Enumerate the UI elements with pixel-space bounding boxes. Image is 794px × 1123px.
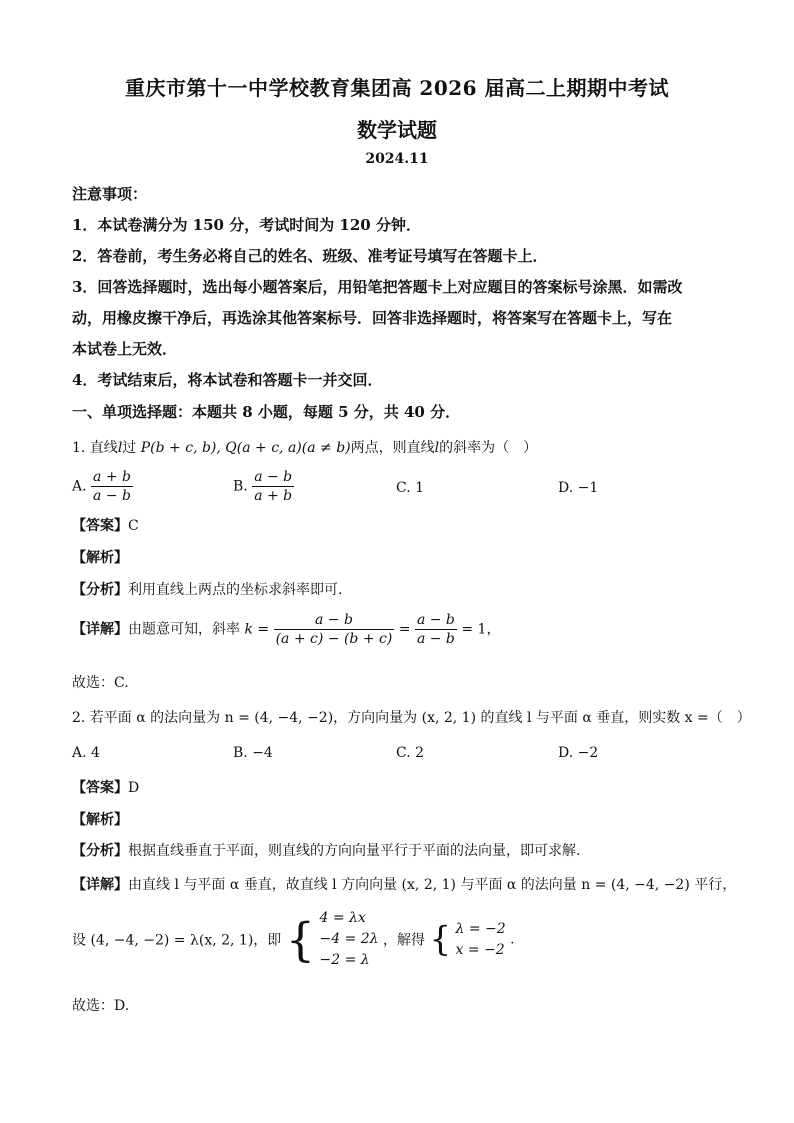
q1-detail-pre: 由题意可知，斜率 [128, 621, 240, 638]
q2-option-c: C. 2 [396, 745, 425, 761]
q2-system [72, 908, 515, 971]
q1-slope-denominator-2: a − b [416, 631, 455, 647]
q1-option-b [233, 468, 294, 505]
q2-system-2-eq-1: λ = −2 [455, 920, 506, 937]
exam-subtitle: 数学试题 [357, 118, 437, 142]
q1-choose: 故选：C. [72, 675, 129, 691]
q2-detail-label: 【详解】 [72, 877, 128, 893]
q2-choose: 故选：D. [72, 998, 130, 1014]
q2-stem: 2. 若平面 α 的法向量为 n = (4, −4, −2)，方向向量为 (x, 2, 1) 的直线 l 与平面 α 垂直，则实数 x =（ ） [72, 710, 751, 726]
q1-option-a [72, 468, 133, 505]
q2-option-d: D. −2 [558, 745, 599, 761]
q2-answer [72, 777, 139, 797]
q2-system-2-brace: { [429, 919, 452, 960]
section-heading: 一、单项选择题：本题共 8 小题，每题 5 分，共 40 分． [72, 403, 461, 421]
q1-detail-label: 【详解】 [72, 621, 128, 638]
q2-analysis-label: 【解析】 [72, 812, 128, 828]
q1-option-b-fraction [252, 468, 294, 505]
exam-date: 2024.11 [365, 151, 429, 167]
q2-fenxi [72, 840, 580, 860]
q1-fenxi-text: 利用直线上两点的坐标求斜率即可. [128, 582, 343, 598]
q2-system-2-eq-2: x = −2 [455, 941, 505, 958]
q2-system-1-eq-1: 4 = λx [319, 910, 366, 926]
q1-answer [72, 515, 139, 535]
q1-slope-numerator-2: a − b [416, 612, 455, 628]
q1-fenxi-label: 【分析】 [72, 582, 128, 598]
exam-title: 重庆市第十一中学校教育集团高 2026 届高二上期期中考试 [124, 76, 670, 100]
q1-line-l: l [117, 440, 123, 456]
q1-line-l2: l [434, 440, 440, 456]
q1-option-c: C. 1 [396, 480, 425, 496]
q2-dot: . [510, 931, 515, 948]
note-3-line-3: 本试卷上无效． [72, 340, 178, 358]
q1-option-a-numerator: a + b [93, 469, 131, 485]
q1-option-b-denominator: a + b [254, 488, 293, 504]
q1-number: 1. 直线 [72, 440, 118, 456]
q1-mid: 两点，则直线 [350, 440, 435, 456]
q1-slope-fraction-2 [415, 611, 457, 648]
q2-system-1-eq-3: −2 = λ [319, 952, 370, 968]
q1-equals: = [398, 621, 411, 638]
q2-set-pre: 设 (4, −4, −2) = λ(x, 2, 1)，即 [72, 932, 282, 949]
note-3-line-2: 动，用橡皮擦干净后，再选涂其他答案标号．回答非选择题时，将答案写在答题卡上，写在 [72, 309, 673, 327]
q2-system-1 [319, 908, 378, 971]
note-3-line-1: 3．回答选择题时，选出每小题答案后，用铅笔把答题卡上对应题目的答案标号涂黑．如需改 [72, 278, 683, 296]
q2-detail [72, 874, 736, 894]
q1-option-b-label: B. [233, 478, 248, 495]
q2-fenxi-text: 根据直线垂直于平面，则直线的方向向量平行于平面的法向量，即可求解. [128, 843, 581, 859]
q2-option-a: A. 4 [72, 745, 100, 761]
q1-option-a-fraction [91, 468, 133, 505]
q2-detail-text: 由直线 l 与平面 α 垂直，故直线 l 方向向量 (x, 2, 1) 与平面 α 的法向量 n = (4, −4, −2) 平行， [128, 877, 737, 893]
q1-option-b-numerator: a − b [254, 469, 293, 485]
q1-equals-one: = 1， [461, 621, 501, 638]
q1-option-a-denominator: a − b [93, 488, 131, 504]
note-2: 2．答卷前，考生务必将自己的姓名、班级、准考证号填写在答题卡上． [72, 247, 548, 265]
q2-system-2 [456, 919, 506, 961]
q2-fenxi-label: 【分析】 [72, 843, 128, 859]
q2-option-b: B. −4 [233, 745, 273, 761]
q2-system-1-brace: { [285, 912, 316, 967]
q1-analysis-label: 【解析】 [72, 550, 128, 566]
q1-k: k = [244, 621, 270, 638]
q2-system-1-eq-2: −4 = 2λ [319, 931, 379, 947]
q1-option-a-label: A. [72, 478, 87, 495]
q1-detail [72, 611, 500, 648]
q1-points: P(b + c, b), Q(a + c, a)(a ≠ b) [140, 440, 351, 456]
q1-tail: 的斜率为（ ） [439, 440, 538, 456]
q2-answer-value: D [128, 780, 140, 796]
q1-fenxi [72, 579, 342, 599]
notes-heading: 注意事项： [72, 185, 148, 203]
q1-option-d: D. −1 [558, 480, 599, 496]
note-1: 1．本试卷满分为 150 分，考试时间为 120 分钟． [72, 216, 421, 234]
q1-answer-label: 【答案】 [72, 518, 128, 534]
q2-answer-label: 【答案】 [72, 780, 128, 796]
q1-stem [72, 437, 537, 457]
q1-answer-value: C [128, 518, 139, 534]
q2-solve: ，解得 [383, 932, 425, 949]
note-4: 4．考试结束后，将本试卷和答题卡一并交回． [72, 371, 383, 389]
q1-slope-denominator-1: (a + c) − (b + c) [275, 631, 393, 647]
q1-slope-numerator-1: a − b [274, 611, 395, 630]
q1-slope-fraction-1 [274, 611, 395, 648]
q1-guo: 过 [122, 440, 137, 456]
